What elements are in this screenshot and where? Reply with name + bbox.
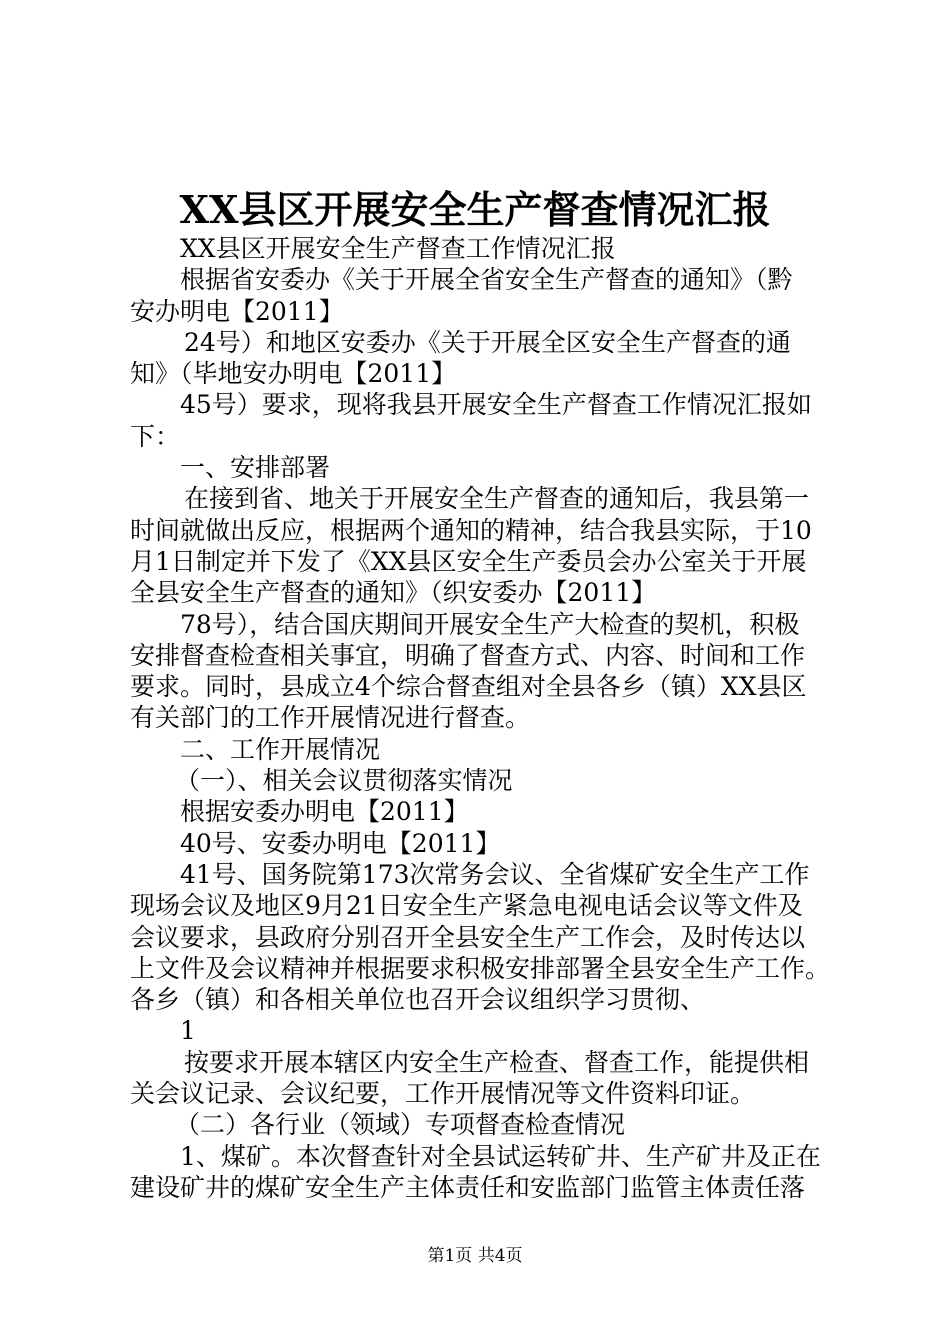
body-line: 上文件及会议精神并根据要求积极安排部署全县安全生产工作。 [130, 953, 831, 983]
body-line: 会议要求，县政府分别召开全县安全生产工作会，及时传达以 [130, 922, 806, 952]
body-line: 24号）和地区安委办《关于开展全区安全生产督查的通 [184, 327, 791, 357]
body-line: 时间就做出反应，根据两个通知的精神，结合我县实际，于10 [130, 515, 812, 545]
body-line: 40号、安委办明电【2011】 [180, 828, 501, 858]
body-line: 1、煤矿。本次督查针对全县试运转矿井、生产矿井及正在 [180, 1141, 821, 1171]
body-line: 41号、国务院第173次常务会议、全省煤矿安全生产工作 [180, 859, 810, 889]
body-line: 建设矿井的煤矿安全生产主体责任和安监部门监管主体责任落 [130, 1172, 806, 1202]
body-line: 要求。同时，县成立4个综合督查组对全县各乡（镇）XX县区 [130, 672, 807, 702]
body-line: 78号），结合国庆期间开展安全生产大检查的契机，积极 [180, 609, 800, 639]
document-body [130, 233, 850, 1203]
body-line: 下： [130, 421, 181, 451]
document-title: XX县区开展安全生产督查情况汇报 [179, 187, 771, 232]
body-line: 月1日制定并下发了《XX县区安全生产委员会办公室关于开展 [130, 546, 807, 576]
body-line: 根据省安委办《关于开展全省安全生产督查的通知》（黔 [180, 265, 793, 295]
page-footer: 第1页 共4页 [427, 1246, 523, 1266]
body-line: 知》（毕地安办明电【2011】 [130, 359, 457, 389]
body-line: 有关部门的工作开展情况进行督查。 [130, 703, 531, 733]
subsection-heading: （二）各行业（领域）专项督查检查情况 [175, 1110, 626, 1140]
body-line: 根据安委办明电【2011】 [180, 797, 469, 827]
body-line: 关会议记录、会议纪要，工作开展情况等文件资料印证。 [130, 1079, 756, 1109]
body-line: XX县区开展安全生产督查工作情况汇报 [180, 234, 616, 263]
body-line: 安办明电【2011】 [130, 296, 344, 326]
subsection-heading: （一）、相关会议贯彻落实情况 [175, 766, 513, 796]
body-line: 全县安全生产督查的通知》（织安委办【2011】 [130, 578, 657, 608]
inline-page-number: 1 [180, 1016, 196, 1046]
body-line: 45号）要求，现将我县开展安全生产督查工作情况汇报如 [180, 390, 812, 420]
section-heading: 一、安排部署 [180, 453, 331, 483]
body-line: 在接到省、地关于开展安全生产督查的通知后，我县第一 [184, 484, 810, 514]
body-line: 现场会议及地区9月21日安全生产紧急电视电话会议等文件及 [130, 891, 803, 921]
section-heading: 二、工作开展情况 [180, 734, 381, 764]
body-line: 按要求开展本辖区内安全生产检查、督查工作，能提供相 [184, 1047, 810, 1077]
body-line: 安排督查检查相关事宜，明确了督查方式、内容、时间和工作 [130, 640, 806, 670]
body-line: 各乡（镇）和各相关单位也召开会议组织学习贯彻、 [130, 985, 706, 1015]
